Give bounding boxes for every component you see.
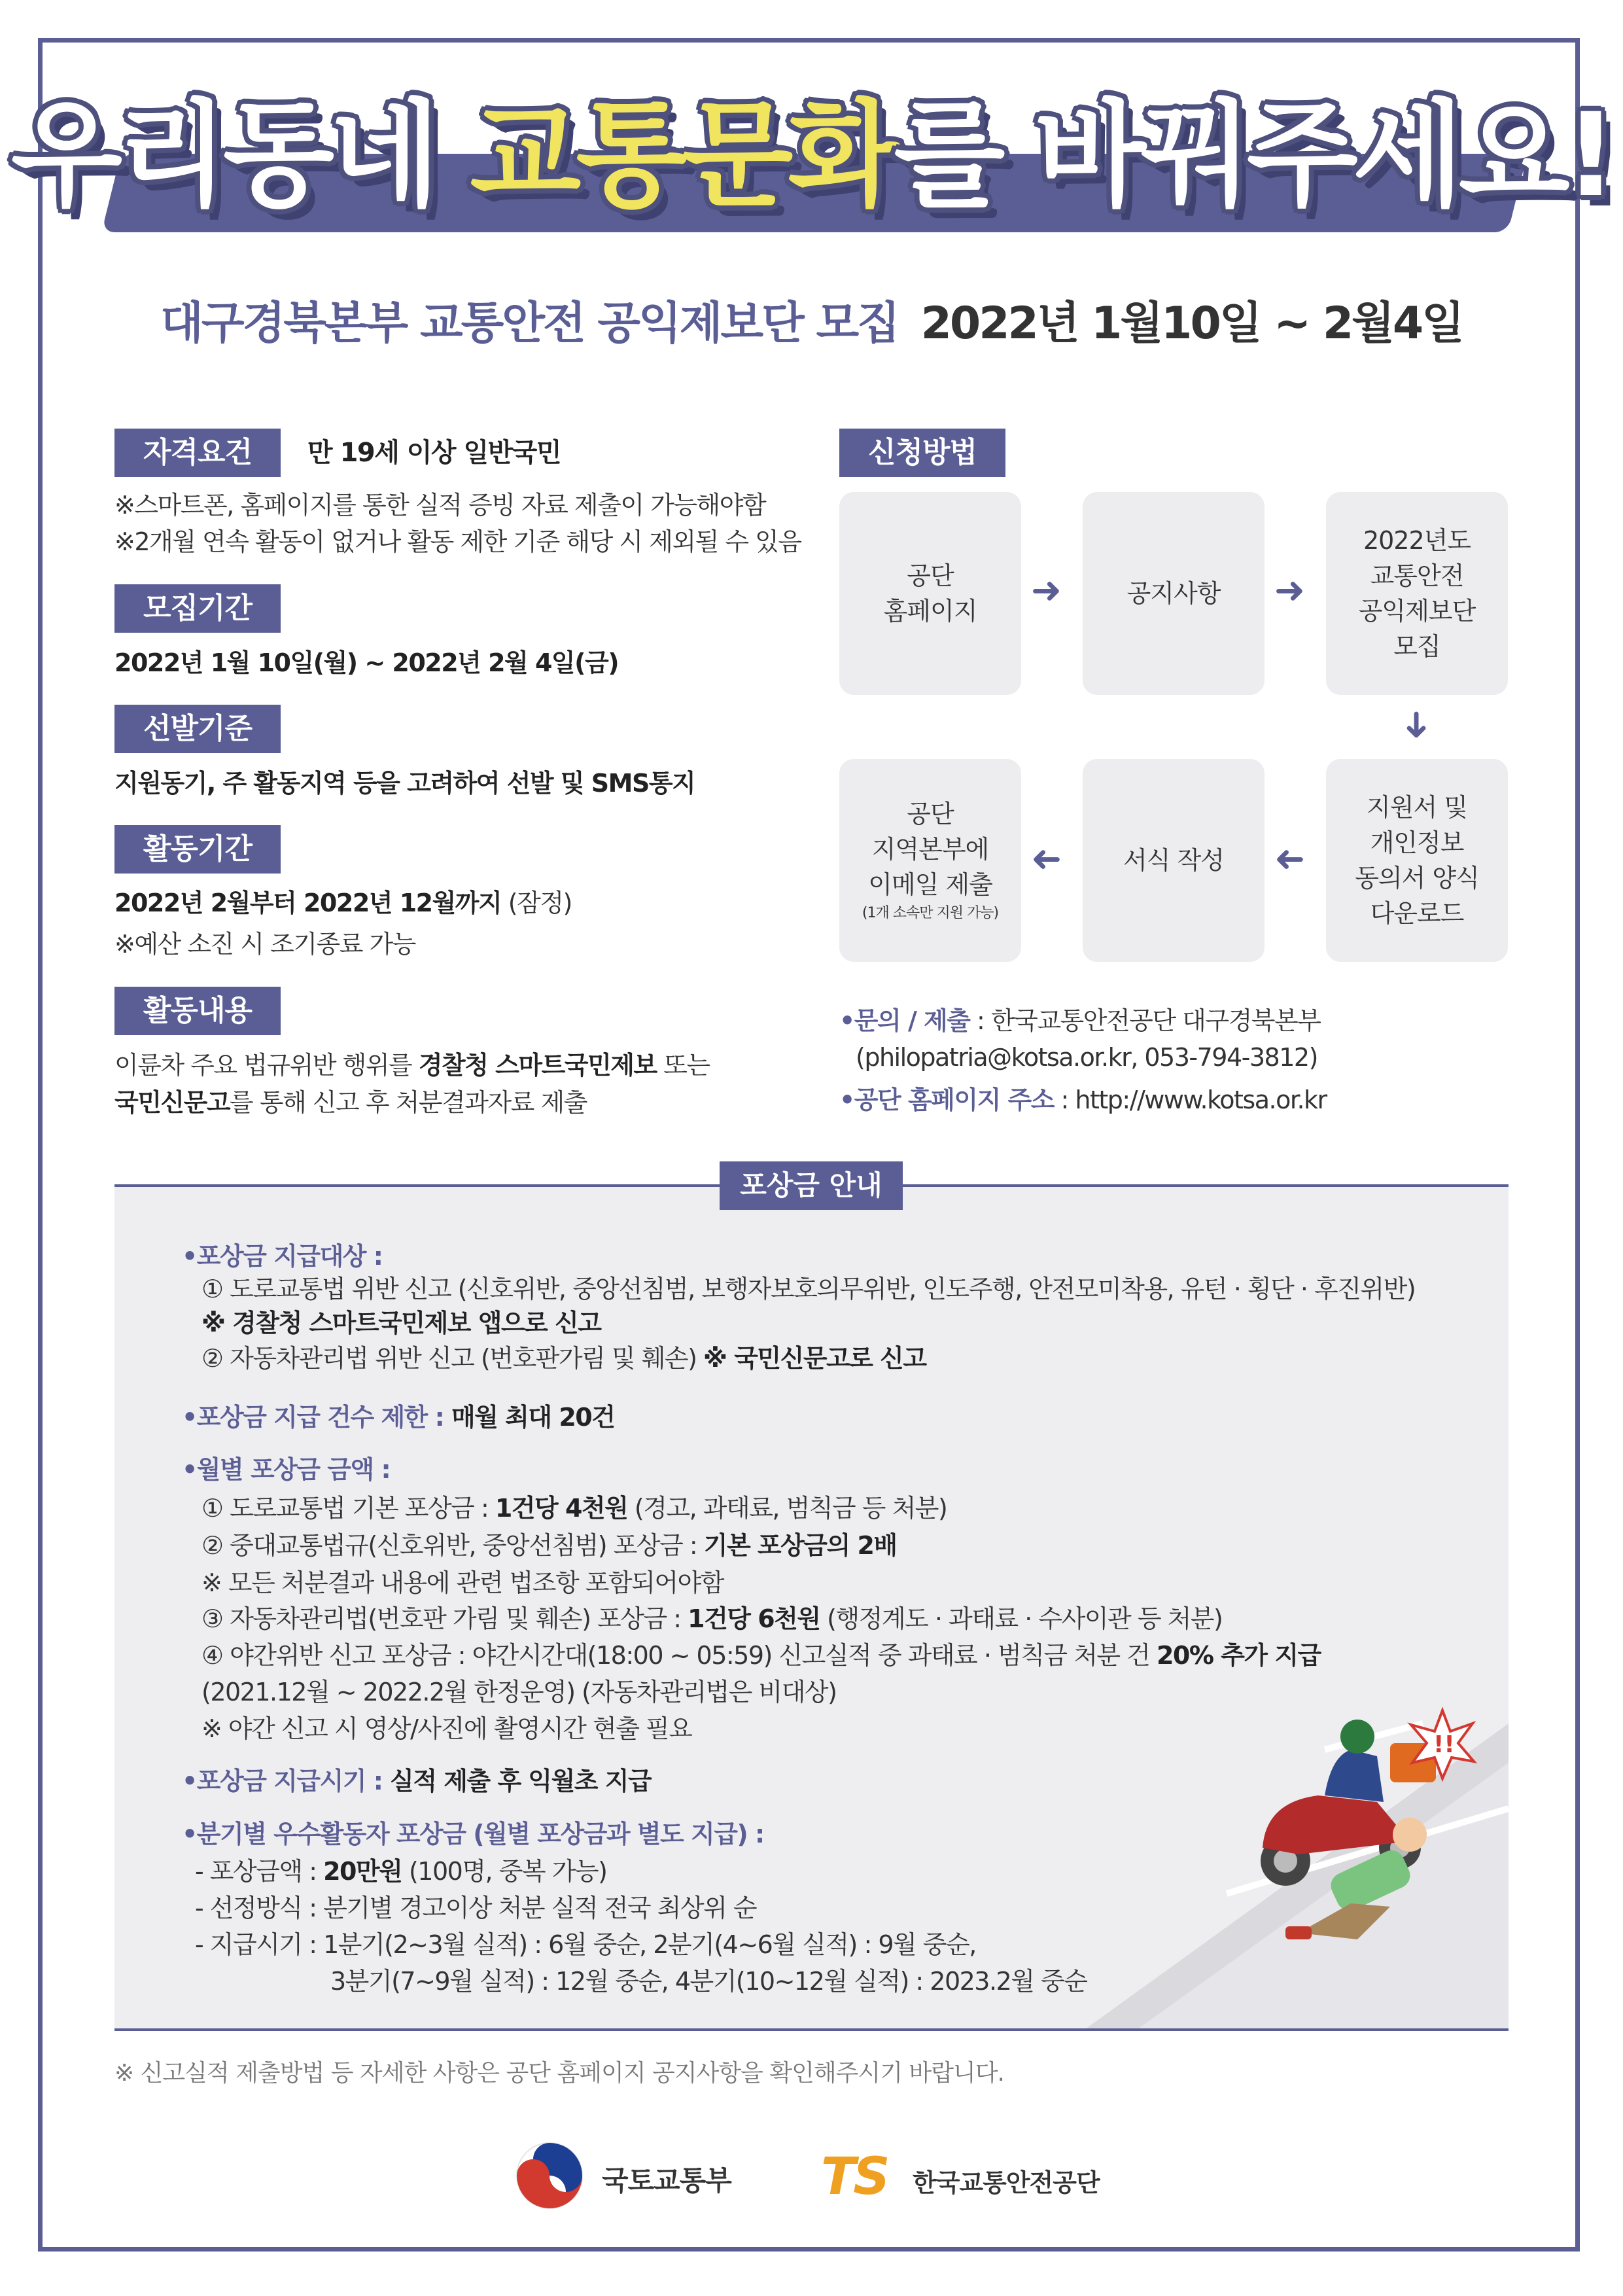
headline-highlight: 교통문화 xyxy=(470,88,894,222)
label-recruit-period: 모집기간 xyxy=(114,584,281,633)
reward-target-2: ② 자동차관리법 위반 신고 (번호판가림 및 훼손) ※ 국민신문고로 신고 xyxy=(201,1344,926,1373)
reward-quarter-schedule-1: - 지급시기 : 1분기(2~3월 실적) : 6월 중순, 2분기(4~6월 실적) : 9월 중순, xyxy=(195,1930,976,1959)
flow-step-6: 공단 지역본부에 이메일 제출 (1개 소속만 지원 가능) xyxy=(839,759,1021,962)
arrow-right-icon: ➜ xyxy=(1274,569,1305,612)
svg-text:!!: !! xyxy=(1433,1731,1455,1758)
activity-period-note: ※예산 소진 시 조기종료 가능 xyxy=(114,930,415,959)
activity-line-1: 이륜차 주요 법규위반 행위를 경찰청 스마트국민제보 또는 xyxy=(114,1051,710,1080)
subheadline-date: 2022년 1월10일 ~ 2월4일 xyxy=(920,298,1463,349)
reward-monthly-2-note: ※ 모든 처분결과 내용에 관련 법조항 포함되어야함 xyxy=(201,1568,724,1597)
label-apply: 신청방법 xyxy=(839,429,1005,477)
reward-timing: •포상금 지급시기 : 실적 제출 후 익월초 지급 xyxy=(182,1767,652,1795)
reward-monthly-4-note: ※ 야간 신고 시 영상/사진에 촬영시간 현출 필요 xyxy=(201,1714,692,1743)
activity-line-2: 국민신문고를 통해 신고 후 처분결과자료 제출 xyxy=(114,1088,587,1117)
flow-step-3: 2022년도 교통안전 공익제보단 모집 xyxy=(1326,492,1508,695)
reward-bottom-line xyxy=(114,2028,1509,2031)
flow-step-2: 공지사항 xyxy=(1083,492,1265,695)
ts-logo-icon: TS xyxy=(821,2147,888,2206)
label-activity-period: 활동기간 xyxy=(114,825,281,874)
reward-monthly-title: •월별 포상금 금액 : xyxy=(182,1455,391,1484)
reward-quarter-selection: - 선정방식 : 분기별 경고이상 처분 실적 전국 최상위 순 xyxy=(195,1894,757,1922)
arrow-left-icon: ➜ xyxy=(1274,839,1305,881)
logo-kotsa: 한국교통안전공단 xyxy=(913,2168,1100,2197)
contact-inquiry-detail: (philopatria@kotsa.or.kr, 053-794-3812) xyxy=(856,1043,1318,1072)
government-emblem-icon xyxy=(514,2140,585,2212)
reward-quarter-amount: - 포상금액 : 20만원 (100명, 중복 가능) xyxy=(195,1857,607,1886)
logo-ministry: 국토교통부 xyxy=(602,2164,731,2197)
reward-monthly-3: ③ 자동차관리법(번호판 가림 및 훼손) 포상금 : 1건당 6천원 (행정계도 · 과태료 · 수사이관 등 처분) xyxy=(201,1604,1223,1633)
arrow-down-icon: ➜ xyxy=(1395,709,1439,741)
label-activity: 활동내용 xyxy=(114,987,281,1035)
reward-monthly-1: ① 도로교통법 기본 포상금 : 1건당 4천원 (경고, 과태료, 범칙금 등 처분) xyxy=(201,1494,947,1523)
label-reward: 포상금 안내 xyxy=(720,1161,903,1210)
flow-step-1: 공단 홈페이지 xyxy=(839,492,1021,695)
flow-step-4: 지원서 및 개인정보 동의서 양식 다운로드 xyxy=(1326,759,1508,962)
footer-note: ※ 신고실적 제출방법 등 자세한 사항은 공단 홈페이지 공지사항을 확인해주시기 바랍니다. xyxy=(114,2060,1004,2087)
flow-step-5: 서식 작성 xyxy=(1083,759,1265,962)
headline-part3: 를 바꿔주세요! xyxy=(894,88,1613,222)
reward-limit: •포상금 지급 건수 제한 : 매월 최대 20건 xyxy=(182,1403,615,1432)
reward-target-1: ① 도로교통법 위반 신고 (신호위반, 중앙선침범, 보행자보호의무위반, 인도주행, 안전모미착용, 유턴 · 횡단 · 후진위반) xyxy=(201,1275,1416,1303)
reward-quarter-title: •분기별 우수활동자 포상금 (월별 포상금과 별도 지급) : xyxy=(182,1820,764,1848)
reward-monthly-4: ④ 야간위반 신고 포상금 : 야간시간대(18:00 ~ 05:59) 신고실적 중 과태료 · 범칙금 처분 건 20% 추가 지급 xyxy=(201,1641,1321,1670)
activity-period-value: 2022년 2월부터 2022년 12월까지 (잠정) xyxy=(114,889,572,917)
reward-monthly-2: ② 중대교통법규(신호위반, 중앙선침범) 포상금 : 기본 포상금의 2배 xyxy=(201,1531,897,1560)
selection-value: 지원동기, 주 활동지역 등을 고려하여 선발 및 SMS통지 xyxy=(114,769,695,798)
label-selection: 선발기준 xyxy=(114,705,281,753)
qualification-note-1: ※스마트폰, 홈페이지를 통한 실적 증빙 자료 제출이 가능해야함 xyxy=(114,491,766,520)
arrow-left-icon: ➜ xyxy=(1031,839,1062,881)
qualification-value: 만 19세 이상 일반국민 xyxy=(307,438,561,468)
recruit-period-value: 2022년 1월 10일(월) ~ 2022년 2월 4일(금) xyxy=(114,648,619,677)
label-qualification: 자격요건 xyxy=(114,429,281,477)
reward-quarter-schedule-2: 3분기(7~9월 실적) : 12월 중순, 4분기(10~12월 실적) : 2023.2월 중순 xyxy=(330,1967,1087,1996)
reward-monthly-4-period: (2021.12월 ~ 2022.2월 한정운영) (자동차관리법은 비대상) xyxy=(201,1678,837,1706)
contact-inquiry: •문의 / 제출 : 한국교통안전공단 대구경북본부 xyxy=(839,1006,1321,1035)
contact-homepage: •공단 홈페이지 주소 : http://www.kotsa.or.kr xyxy=(839,1086,1327,1114)
subheadline xyxy=(0,288,1623,351)
subheadline-title: 대구경북본부 교통안전 공익제보단 모집 xyxy=(160,298,898,349)
headline-part1: 우리동네 xyxy=(10,88,436,222)
qualification-note-2: ※2개월 연속 활동이 없거나 활동 제한 기준 해당 시 제외될 수 있음 xyxy=(114,527,801,556)
arrow-right-icon: ➜ xyxy=(1031,569,1062,612)
reward-target-title: •포상금 지급대상 : xyxy=(182,1242,383,1271)
headline xyxy=(0,88,1623,222)
reward-target-1-note: ※ 경찰청 스마트국민제보 앱으로 신고 xyxy=(201,1309,601,1337)
